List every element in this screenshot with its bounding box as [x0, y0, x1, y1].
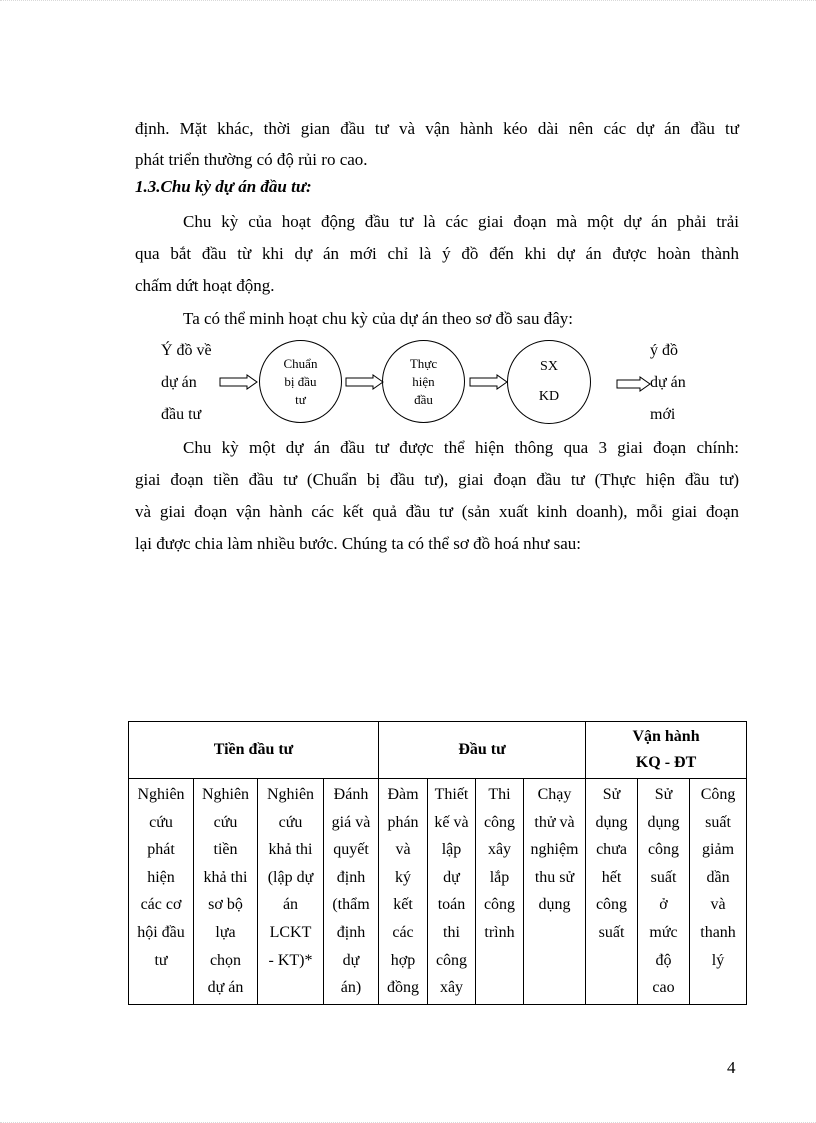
phase-operation — [586, 722, 747, 779]
end-label-line: ý đồ — [650, 342, 678, 359]
step-line: hội đầu — [137, 923, 185, 941]
step-cell — [379, 779, 428, 1005]
step-line: án — [282, 896, 299, 914]
step-line: giá và — [331, 813, 371, 831]
step-line: Nghiên — [201, 786, 250, 803]
step-line: độ — [655, 951, 672, 969]
step-line: khả thi — [203, 868, 248, 886]
step-line: chưa — [596, 841, 627, 859]
step-line: - KT)* — [268, 951, 313, 969]
step-line: công — [595, 896, 628, 914]
step-line: nghiệm — [530, 841, 579, 859]
step-line: công — [483, 813, 516, 831]
paragraph-4-line-3: và giai đoạn vận hành các kết quả đầu tư (sản xuất kinh doanh), mỗi giai đoạn — [135, 502, 739, 521]
paragraph-4-line-1: Chu kỳ một dự án đầu tư được thể hiện thông qua 3 giai đoạn chính: — [183, 438, 739, 457]
step-line: LCKT — [269, 923, 312, 941]
stage-circle-production — [507, 340, 591, 424]
project-cycle-table — [128, 721, 747, 1005]
step-line: dụng — [538, 896, 571, 914]
phase-operation-line: KQ - ĐT — [635, 754, 697, 771]
circle-text: bị đầu — [284, 373, 317, 389]
step-line: dự án — [207, 979, 244, 997]
paragraph-1-line-1: định. Mặt khác, thời gian đầu tư và vận hành kéo dài nên các dự án đầu tư — [135, 119, 739, 138]
arrow-icon — [469, 374, 509, 390]
circle-text: SX — [540, 359, 558, 374]
step-line: xây — [487, 841, 512, 859]
step-line: Sử — [602, 786, 621, 803]
step-line: cứu — [149, 813, 173, 831]
phase-pre-investment: Tiền đầu tư — [129, 722, 379, 779]
section-heading: 1.3.Chu kỳ dự án đầu tư: — [135, 177, 312, 196]
circle-text: KD — [538, 389, 560, 404]
step-line: sơ bộ — [208, 896, 243, 914]
arrow-icon — [219, 374, 259, 390]
step-line: đồng — [387, 979, 419, 997]
step-cell — [586, 779, 638, 1005]
step-line: lựa — [215, 923, 236, 941]
step-line: ở — [659, 896, 668, 914]
paragraph-3-text: Ta có thể minh hoạt chu kỳ của dự án theo sơ đồ sau đây: — [183, 309, 573, 328]
step-line: quyết — [333, 841, 369, 859]
step-line: Chạy — [537, 786, 572, 803]
phase-header-row — [129, 722, 747, 779]
step-line: khả thi — [268, 841, 313, 859]
step-cell — [194, 779, 258, 1005]
step-line: định — [336, 868, 366, 886]
diagram-start-label — [161, 335, 212, 431]
step-line: các cơ — [140, 896, 182, 914]
step-line: hợp — [390, 951, 416, 969]
step-line: giảm — [702, 841, 735, 859]
circle-text: tư — [295, 391, 306, 407]
paragraph-4 — [135, 432, 739, 560]
step-line: Sử — [654, 786, 673, 803]
start-label-line: đầu tư — [161, 406, 202, 423]
step-line: Đánh — [333, 786, 369, 803]
arrow-icon — [616, 376, 652, 392]
step-line: định — [336, 923, 366, 941]
step-line: dần — [706, 868, 730, 886]
step-line: kế và — [434, 813, 469, 831]
step-line: cứu — [213, 813, 238, 831]
circle-text: đầu — [414, 391, 433, 407]
page-bottom-edge — [0, 1116, 816, 1123]
step-line: lý — [711, 951, 725, 969]
paragraph-2 — [135, 206, 739, 302]
project-cycle-diagram — [0, 330, 816, 430]
step-cell — [638, 779, 690, 1005]
step-line: phát — [147, 841, 175, 859]
step-line: xây — [439, 979, 464, 997]
page-number: 4 — [727, 1058, 736, 1077]
step-line: toán — [437, 896, 466, 914]
step-cell — [428, 779, 476, 1005]
circle-text: Chuẩn — [283, 355, 318, 371]
step-line: suất — [705, 813, 731, 831]
step-line: công — [483, 896, 516, 914]
paragraph-2-line-2: qua bắt đầu từ khi dự án mới chỉ là ý đồ đến khi dự án được hoàn thành — [135, 244, 739, 263]
step-line: phán — [387, 813, 419, 831]
step-line: và — [395, 841, 411, 859]
step-cell — [476, 779, 524, 1005]
arrow-icon — [345, 374, 385, 390]
paragraph-1-line-2: phát triển thường có độ rủi ro cao. — [135, 150, 368, 169]
step-line: (lập dự — [267, 868, 314, 886]
step-line: thu sử — [534, 868, 575, 886]
step-line: Thi — [488, 786, 511, 803]
step-line: Đàm — [387, 786, 419, 803]
step-line: lắp — [489, 868, 510, 886]
step-line: trình — [484, 923, 515, 941]
phase-operation-line: Vận hành — [632, 728, 700, 745]
step-line: cao — [652, 979, 675, 997]
step-cell — [258, 779, 324, 1005]
step-line: hết — [601, 868, 622, 886]
paragraph-2-line-1: Chu kỳ của hoạt động đầu tư là các giai đoạn mà một dự án phải trải — [183, 212, 739, 231]
step-line: công — [647, 841, 680, 859]
step-line: thử và — [534, 813, 575, 831]
step-line: hiện — [147, 868, 175, 886]
step-line: dự — [342, 951, 360, 969]
start-label-line: dự án — [161, 374, 197, 391]
step-line: cứu — [278, 813, 303, 831]
paragraph-4-line-2: giai đoạn tiền đầu tư (Chuẩn bị đầu tư), giai đoạn đầu tư (Thực hiện đầu tư) — [135, 470, 739, 489]
step-line: Nghiên — [266, 786, 315, 803]
step-line: suất — [598, 923, 625, 941]
step-line: dự — [443, 868, 460, 886]
step-line: dụng — [647, 813, 680, 831]
page-top-edge — [0, 0, 816, 7]
step-line: Thiết — [434, 786, 469, 803]
circle-text: Thực — [409, 355, 438, 371]
stage-circle-preparation — [259, 340, 342, 423]
phase-investment: Đầu tư — [379, 722, 586, 779]
step-cell — [690, 779, 747, 1005]
step-line: tư — [154, 951, 168, 969]
step-line: kết — [393, 896, 413, 914]
paragraph-2-line-3: chấm dứt hoạt động. — [135, 276, 275, 295]
step-line: Công — [700, 786, 736, 803]
step-line: án) — [340, 979, 362, 997]
step-line: suất — [650, 868, 677, 886]
step-line: chọn — [209, 951, 242, 969]
step-line: tiền — [213, 841, 238, 859]
step-line: thanh — [700, 923, 736, 941]
step-cell — [524, 779, 586, 1005]
paragraph-1 — [135, 113, 739, 175]
paragraph-4-line-4: lại được chia làm nhiều bước. Chúng ta có thể sơ đồ hoá như sau: — [135, 534, 581, 553]
steps-row — [129, 779, 747, 1005]
diagram-end-label — [650, 335, 686, 431]
end-label-line: dự án — [650, 374, 686, 391]
step-line: và — [710, 896, 726, 914]
step-cell — [129, 779, 194, 1005]
step-line: ký — [395, 868, 411, 886]
step-line: công — [435, 951, 468, 969]
step-line: thi — [443, 923, 460, 941]
start-label-line: Ý đồ về — [161, 342, 212, 359]
step-line: mức — [649, 923, 678, 941]
step-line: các — [392, 923, 414, 941]
step-line: dụng — [595, 813, 628, 831]
stage-circle-implementation — [382, 340, 465, 423]
step-cell — [324, 779, 379, 1005]
circle-text: hiện — [412, 373, 435, 389]
step-line: (thẩm — [332, 896, 370, 914]
end-label-line: mới — [650, 406, 676, 423]
step-line: lập — [441, 841, 462, 859]
step-line: Nghiên — [137, 786, 185, 803]
